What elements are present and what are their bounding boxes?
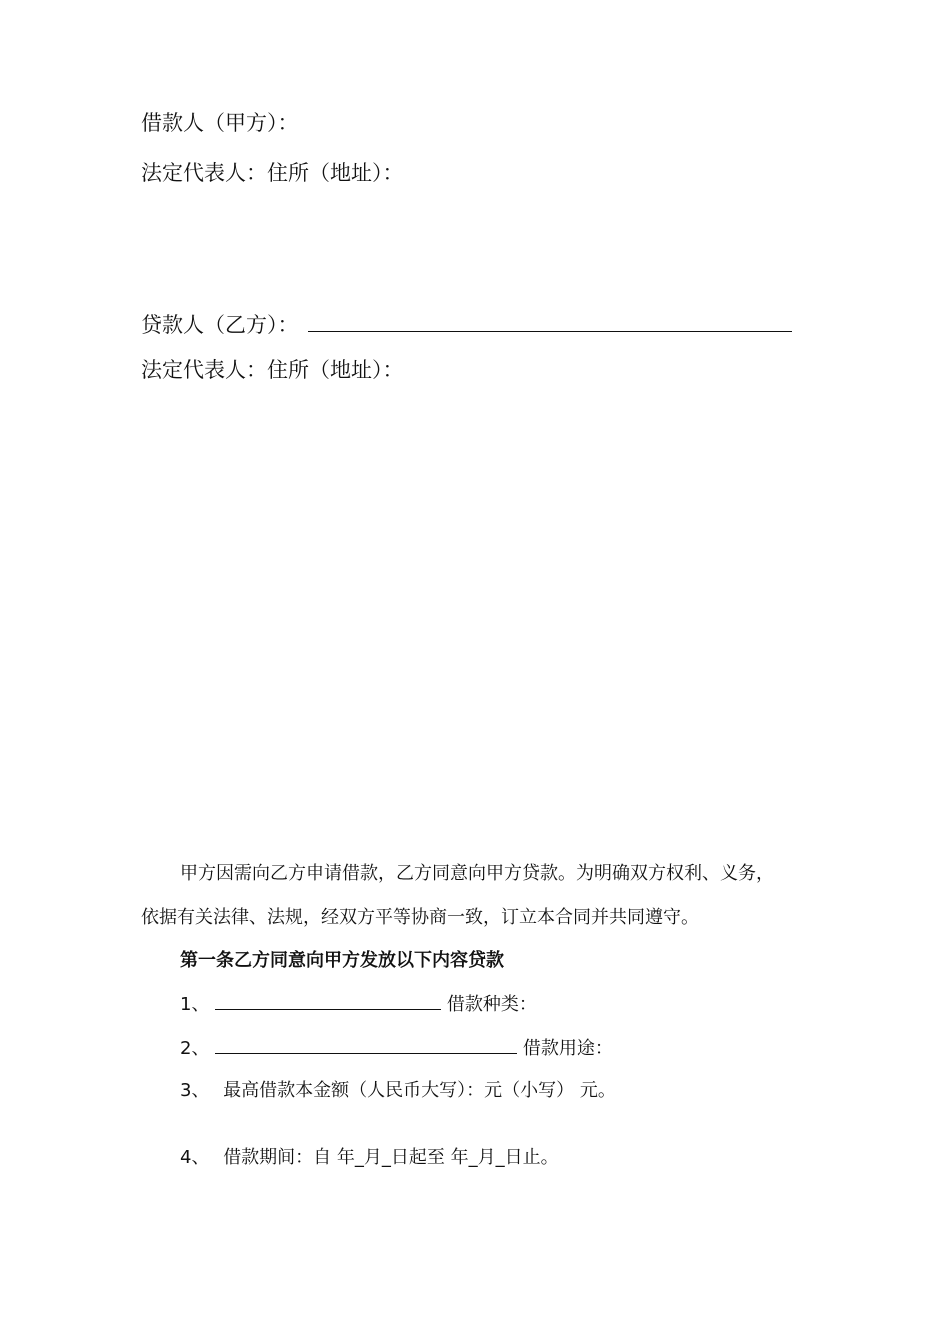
list-item-4: [180, 1143, 559, 1169]
lender-name-blank[interactable]: [308, 307, 792, 332]
lender-representative-address-label: 法定代表人：住所（地址）：: [141, 358, 404, 382]
list-item-1-number: 1、: [180, 994, 210, 1015]
list-item-1-label: 借款种类：: [446, 994, 537, 1015]
lender-line: [141, 307, 792, 339]
list-item-4-number: 4、: [180, 1147, 210, 1168]
list-item-3-number: 3、: [180, 1080, 210, 1101]
article-1-title: 第一条乙方同意向甲方发放以下内容贷款: [180, 950, 504, 971]
loan-purpose-blank[interactable]: [215, 1033, 517, 1054]
loan-type-blank[interactable]: [215, 989, 441, 1010]
list-item-3-text: 最高借款本金额（人民币大写）：元（小写） 元。: [223, 1080, 616, 1101]
list-item-2-label: 借款用途：: [522, 1038, 613, 1059]
borrower-representative-address-label: 法定代表人：住所（地址）：: [141, 161, 404, 185]
borrower-label: 借款人（甲方）：: [141, 111, 299, 135]
list-item-4-text: 借款期间：自 年_月_日起至 年_月_日止。: [223, 1147, 559, 1168]
list-item-2: [180, 1033, 613, 1060]
list-item-2-number: 2、: [180, 1038, 210, 1059]
list-item-1: [180, 989, 537, 1016]
intro-paragraph-line-2: 依据有关法律、法规，经双方平等协商一致，订立本合同并共同遵守。: [141, 907, 699, 928]
lender-label: 贷款人（乙方）：: [141, 313, 299, 337]
intro-paragraph-line-1: 甲方因需向乙方申请借款，乙方同意向甲方贷款。为明确双方权利、义务，: [180, 863, 774, 884]
list-item-3: [180, 1076, 616, 1102]
